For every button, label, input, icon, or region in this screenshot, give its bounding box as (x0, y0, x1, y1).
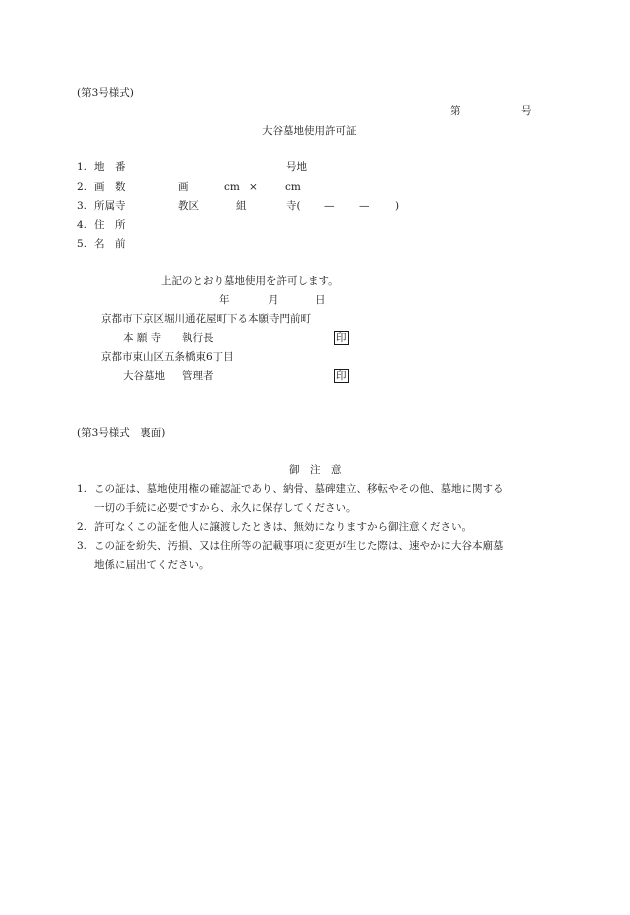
form-label: (第3号様式) (77, 87, 134, 99)
item-field: 寺( (286, 200, 301, 212)
notice-line: この証は、墓地使用権の確認証であり、納骨、墓碑建立、移転やその他、墓地に関する (94, 483, 504, 495)
notice-line: この証を紛失、汚損、又は住所等の記載事項に変更が生じた際は、速やかに大谷本廟墓 (94, 540, 504, 552)
item-num: 1. (77, 161, 88, 173)
notice-heading: 御 注 意 (289, 464, 342, 476)
notice-num: 3. (77, 540, 88, 552)
item-field: — (359, 200, 370, 212)
item-num: 2. (77, 181, 88, 193)
notice-line: 地係に届出てください。 (94, 559, 210, 571)
item-field: × (249, 181, 258, 193)
seal-mark: 印 (336, 370, 347, 382)
item-field: 画 (178, 181, 189, 193)
item-num: 5. (77, 238, 88, 250)
item-label: 名 前 (94, 238, 126, 250)
date-day: 日 (315, 294, 326, 306)
seal-mark: 印 (336, 332, 347, 344)
item-field: 教区 (178, 200, 199, 212)
item-field: 号地 (286, 161, 307, 173)
date-year: 年 (219, 294, 230, 306)
item-field: — (324, 200, 335, 212)
date-month: 月 (268, 294, 279, 306)
issuer1-org: 本 願 寺 (123, 332, 162, 344)
issuer2-title: 管理者 (182, 370, 214, 382)
notice-line: 許可なくこの証を他人に譲渡したときは、無効になりますから御注意ください。 (94, 521, 472, 533)
item-num: 4. (77, 219, 88, 231)
item-label: 画 数 (94, 181, 126, 193)
item-label: 地 番 (94, 161, 126, 173)
issuer1-address: 京都市下京区堀川通花屋町下る本願寺門前町 (101, 313, 311, 325)
item-field: cm (224, 181, 240, 193)
number-prefix: 第 (450, 105, 461, 117)
item-field: ) (395, 200, 400, 212)
item-field: 組 (236, 200, 247, 212)
notice-line: 一切の手続に必要ですから、永久に保存してください。 (94, 502, 357, 514)
notice-num: 1. (77, 483, 88, 495)
document-title: 大谷墓地使用許可証 (262, 125, 357, 137)
item-label: 所属寺 (94, 200, 126, 212)
issuer2-address: 京都市東山区五条橋東6丁目 (101, 351, 234, 363)
item-field: cm (285, 181, 301, 193)
notice-num: 2. (77, 521, 88, 533)
issuer1-title: 執行長 (182, 332, 214, 344)
permission-statement: 上記のとおり墓地使用を許可します。 (161, 275, 339, 287)
issuer2-org: 大谷墓地 (123, 370, 165, 382)
item-label: 住 所 (94, 219, 126, 231)
number-suffix: 号 (521, 105, 532, 117)
item-num: 3. (77, 200, 88, 212)
back-form-label: (第3号様式 裏面) (77, 427, 166, 439)
